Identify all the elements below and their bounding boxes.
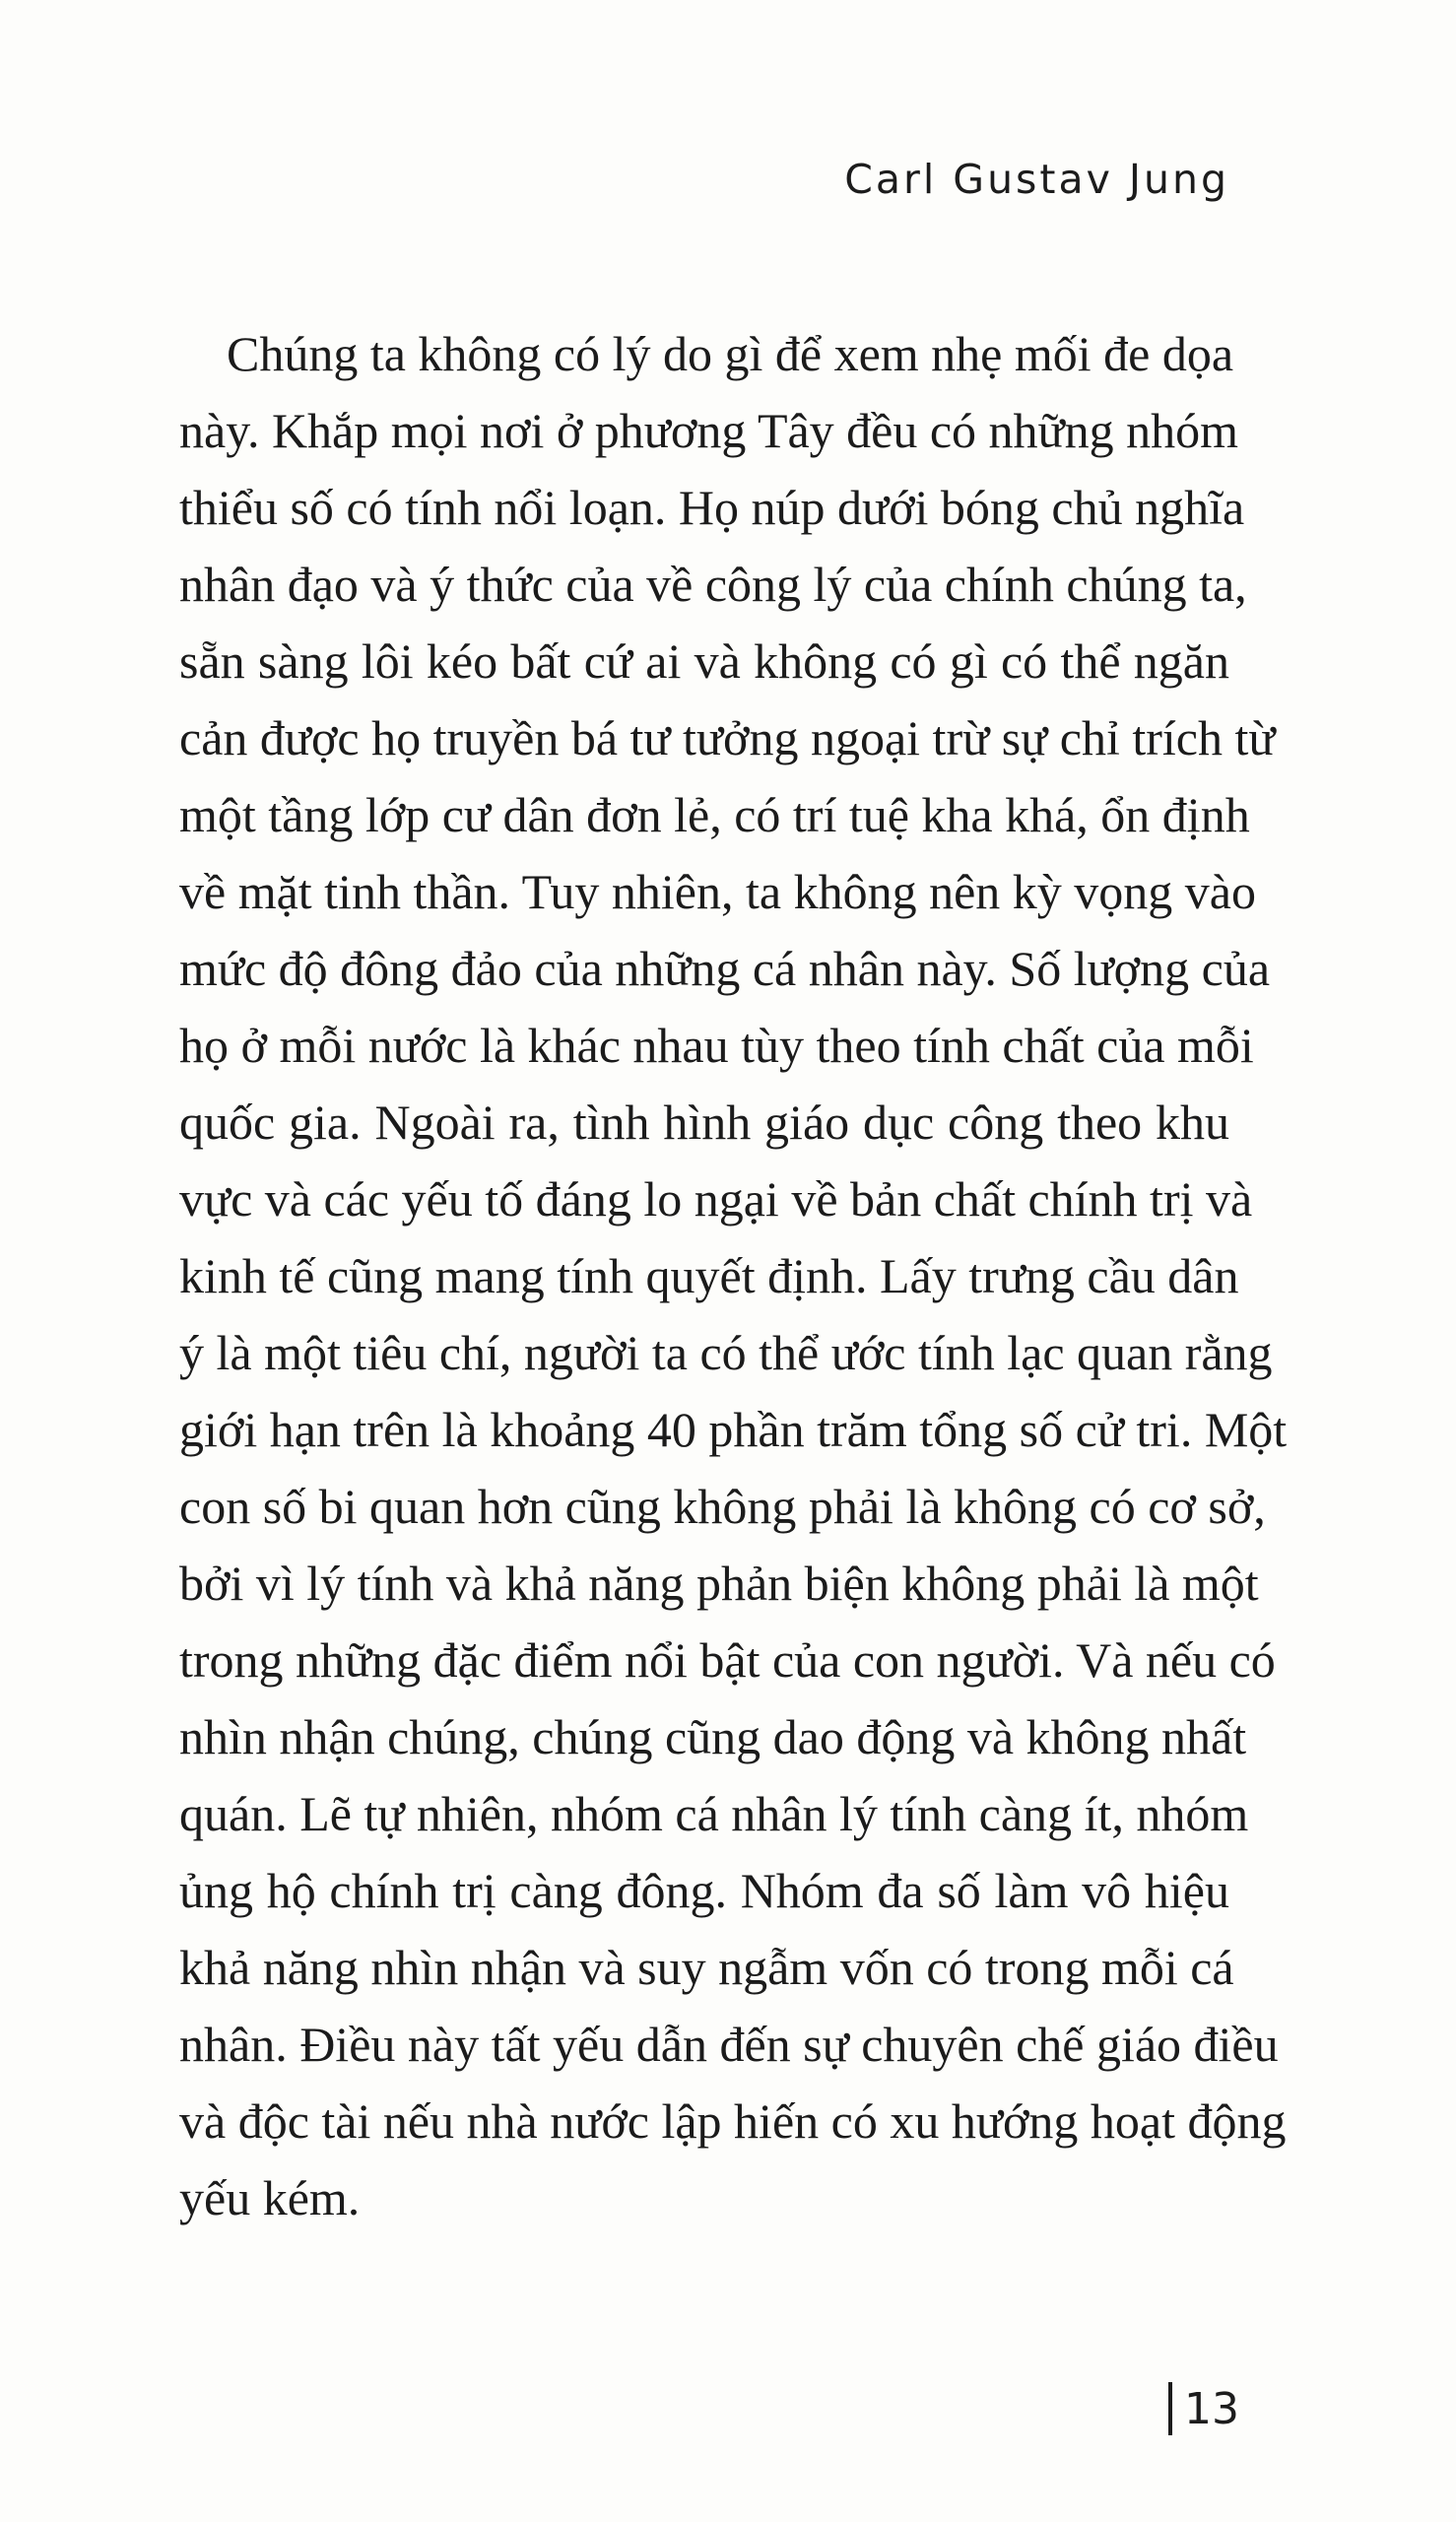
text-line: Chúng ta không có lý do gì để xem nhẹ mối đe dọa	[227, 326, 1234, 381]
text-line: quán. Lẽ tự nhiên, nhóm cá nhân lý tính càng ít, nhóm	[179, 1786, 1249, 1841]
text-line: về mặt tinh thần. Tuy nhiên, ta không nên kỳ vọng vào	[179, 864, 1256, 919]
body-paragraph	[179, 315, 1288, 2236]
page-number-value: 13	[1184, 2383, 1239, 2434]
text-line: kinh tế cũng mang tính quyết định. Lấy trưng cầu dân	[179, 1248, 1239, 1303]
text-line: vực và các yếu tố đáng lo ngại về bản chất chính trị và	[179, 1171, 1253, 1227]
text-line: con số bi quan hơn cũng không phải là không có cơ sở,	[179, 1479, 1266, 1534]
text-line: quốc gia. Ngoài ra, tình hình giáo dục công theo khu	[179, 1095, 1229, 1150]
text-line: ý là một tiêu chí, người ta có thể ước tính lạc quan rằng	[179, 1325, 1273, 1380]
text-line: thiểu số có tính nổi loạn. Họ núp dưới bóng chủ nghĩa	[179, 480, 1245, 535]
text-line: trong những đặc điểm nổi bật của con người. Và nếu có	[179, 1632, 1276, 1688]
text-line-last: yếu kém.	[179, 2170, 361, 2225]
text-line: nhân. Điều này tất yếu dẫn đến sự chuyên chế giáo điều	[179, 2017, 1279, 2072]
page-number-divider	[1168, 2382, 1172, 2435]
text-line: bởi vì lý tính và khả năng phản biện không phải là một	[179, 1556, 1259, 1611]
text-line: và độc tài nếu nhà nước lập hiến có xu hướng hoạt động	[179, 2093, 1287, 2149]
text-line: nhân đạo và ý thức của về công lý của chính chúng ta,	[179, 557, 1247, 612]
text-line: mức độ đông đảo của những cá nhân này. Số lượng của	[179, 941, 1271, 996]
text-line: một tầng lớp cư dân đơn lẻ, có trí tuệ kha khá, ổn định	[179, 787, 1250, 842]
text-line: giới hạn trên là khoảng 40 phần trăm tổng số cử tri. Một	[179, 1402, 1288, 1457]
text-line: này. Khắp mọi nơi ở phương Tây đều có những nhóm	[179, 403, 1239, 458]
text-line: nhìn nhận chúng, chúng cũng dao động và không nhất	[179, 1709, 1247, 1764]
text-line: ủng hộ chính trị càng đông. Nhóm đa số làm vô hiệu	[179, 1863, 1229, 1918]
text-line: họ ở mỗi nước là khác nhau tùy theo tính chất của mỗi	[179, 1018, 1254, 1073]
running-header-author: Carl Gustav Jung	[844, 156, 1229, 203]
page-number	[1168, 2382, 1239, 2435]
text-line: cản được họ truyền bá tư tưởng ngoại trừ sự chỉ trích từ	[179, 710, 1276, 765]
text-line: khả năng nhìn nhận và suy ngẫm vốn có trong mỗi cá	[179, 1940, 1234, 1995]
text-line: sẵn sàng lôi kéo bất cứ ai và không có gì có thể ngăn	[179, 633, 1229, 689]
